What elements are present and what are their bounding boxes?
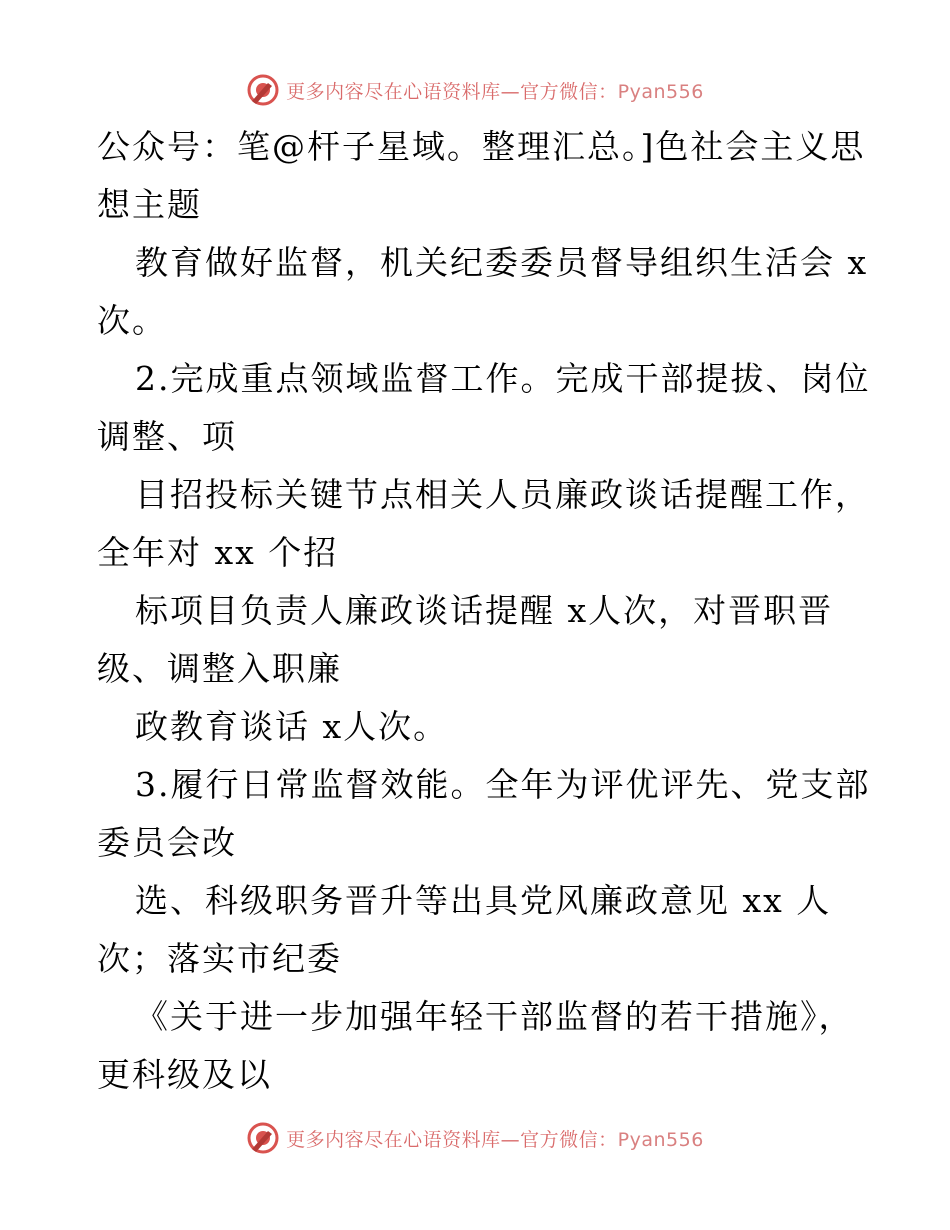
text-line: 次。 — [97, 301, 167, 340]
text-line: 想主题 — [97, 185, 202, 224]
text-line: 选、科级职务晋升等出具党风廉政意见 xx 人 — [135, 881, 832, 920]
pen-logo-icon — [246, 73, 280, 107]
text-line: 2.完成重点领域监督工作。完成干部提拔、岗位 — [135, 359, 871, 398]
watermark-text: 更多内容尽在心语资料库—官方微信：Pyan556 — [286, 80, 704, 103]
text-line: 教育做好监督，机关纪委委员督导组织生活会 x — [135, 243, 869, 282]
text-line: 目招投标关键节点相关人员廉政谈话提醒工作， — [135, 475, 870, 514]
footer-watermark — [0, 1118, 950, 1158]
text-line: 公众号：笔@杆子星域。整理汇总。]色社会主义思 — [97, 127, 866, 166]
text-line: 更科级及以 — [97, 1055, 272, 1094]
document-body — [97, 118, 871, 1104]
header-watermark — [0, 70, 950, 110]
text-line: 级、调整入职廉 — [97, 649, 342, 688]
text-line: 《关于进一步加强年轻干部监督的若干措施》， — [135, 997, 854, 1036]
wechat-id: Pyan556 — [617, 1128, 704, 1151]
text-line: 全年对 xx 个招 — [97, 533, 339, 572]
text-line: 标项目负责人廉政谈话提醒 x人次，对晋职晋 — [135, 591, 834, 630]
text-line: 政教育谈话 x人次。 — [135, 707, 449, 746]
pen-logo-icon — [246, 1121, 280, 1155]
wechat-id: Pyan556 — [617, 80, 704, 103]
watermark-text: 更多内容尽在心语资料库—官方微信：Pyan556 — [286, 1128, 704, 1151]
text-line: 次；落实市纪委 — [97, 939, 342, 978]
text-line: 调整、项 — [97, 417, 237, 456]
text-line: 委员会改 — [97, 823, 237, 862]
text-line: 3.履行日常监督效能。全年为评优评先、党支部 — [135, 765, 871, 804]
